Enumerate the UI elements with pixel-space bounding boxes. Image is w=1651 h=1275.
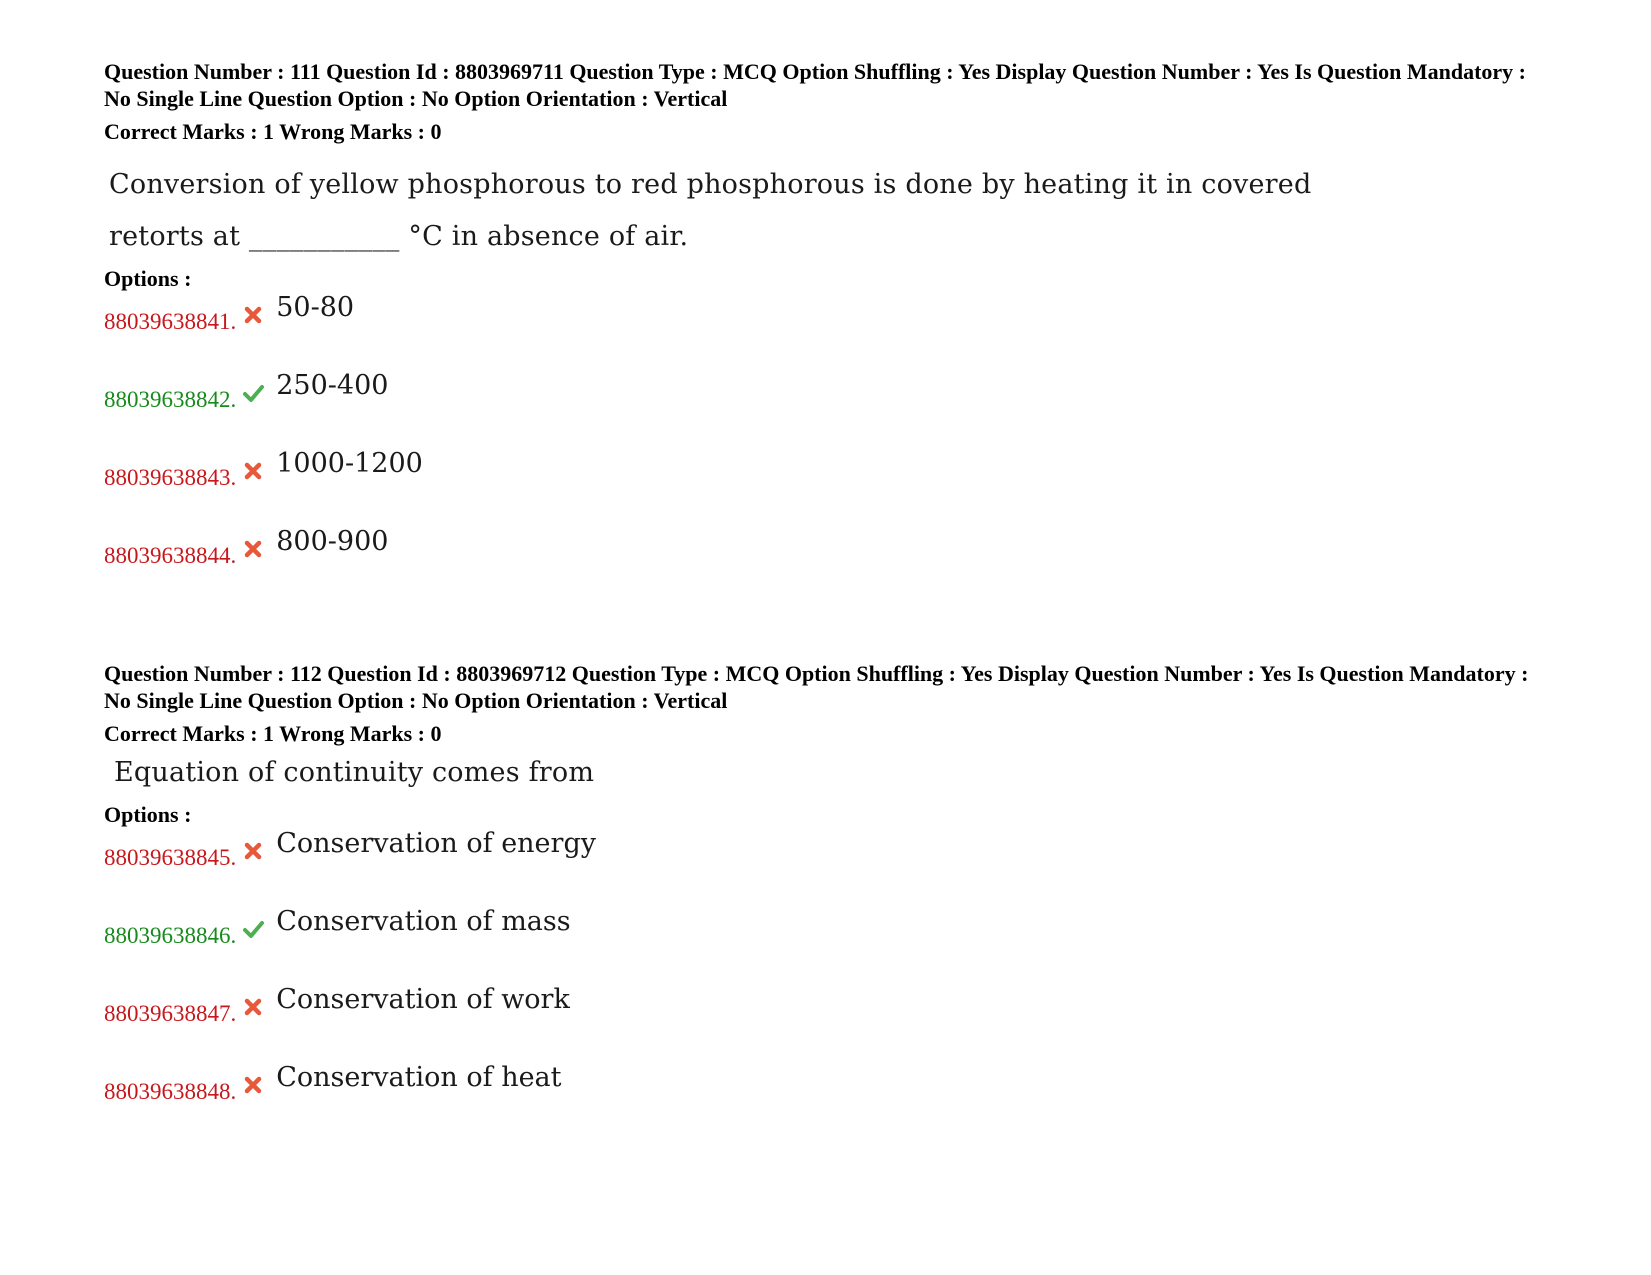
option-text: Conservation of work [276, 984, 570, 1015]
cross-icon [242, 460, 264, 482]
option-id: 88039638847. [104, 1001, 237, 1026]
option-id: 88039638842. [104, 387, 237, 412]
question-text [109, 159, 1554, 263]
option-id: 88039638844. [104, 543, 237, 568]
cross-icon [242, 1074, 264, 1096]
option-text: Conservation of energy [276, 828, 596, 859]
cross-icon [242, 840, 264, 862]
cross-icon [242, 996, 264, 1018]
option-item [104, 292, 1554, 370]
question-meta: Question Number : 112 Question Id : 8803969712 Question Type : MCQ Option Shuffling : Yes Display Question Number : Yes Is Question Mandatory : No Single Line Question Option : No Option Orientation : Vertical [104, 661, 1529, 713]
question-marks: Correct Marks : 1 Wrong Marks : 0 [104, 119, 442, 144]
question-marks: Correct Marks : 1 Wrong Marks : 0 [104, 721, 442, 746]
check-icon [242, 918, 264, 940]
option-item [104, 906, 1554, 984]
cross-icon [242, 304, 264, 326]
option-text: Conservation of heat [276, 1062, 562, 1093]
option-text: 50-80 [276, 292, 355, 323]
option-item [104, 1062, 1554, 1140]
question-meta: Question Number : 111 Question Id : 8803969711 Question Type : MCQ Option Shuffling : Yes Display Question Number : Yes Is Question Mandatory : No Single Line Question Option : No Option Orientation : Vertical [104, 59, 1527, 111]
question-text [114, 755, 1554, 791]
question-text-line-1: Equation of continuity comes from [114, 757, 595, 788]
check-icon [242, 382, 264, 404]
question-text-line-1: Conversion of yellow phosphorous to red phosphorous is done by heating it in covered [109, 169, 1312, 200]
option-item [104, 984, 1554, 1062]
option-id: 88039638848. [104, 1079, 237, 1104]
option-id: 88039638841. [104, 309, 237, 334]
option-text: 800-900 [276, 526, 389, 557]
question-block-111 [104, 58, 1554, 604]
option-item [104, 370, 1554, 448]
option-item [104, 448, 1554, 526]
option-item [104, 828, 1554, 906]
option-id: 88039638843. [104, 465, 237, 490]
option-text: 1000-1200 [276, 448, 423, 479]
options-label: Options : [104, 802, 192, 827]
option-item [104, 526, 1554, 604]
question-block-112 [104, 660, 1554, 1140]
option-text: Conservation of mass [276, 906, 571, 937]
option-id: 88039638846. [104, 923, 237, 948]
option-id: 88039638845. [104, 845, 237, 870]
option-text: 250-400 [276, 370, 389, 401]
question-text-line-2: retorts at ___________ °C in absence of air. [109, 221, 689, 252]
cross-icon [242, 538, 264, 560]
options-label: Options : [104, 266, 192, 291]
